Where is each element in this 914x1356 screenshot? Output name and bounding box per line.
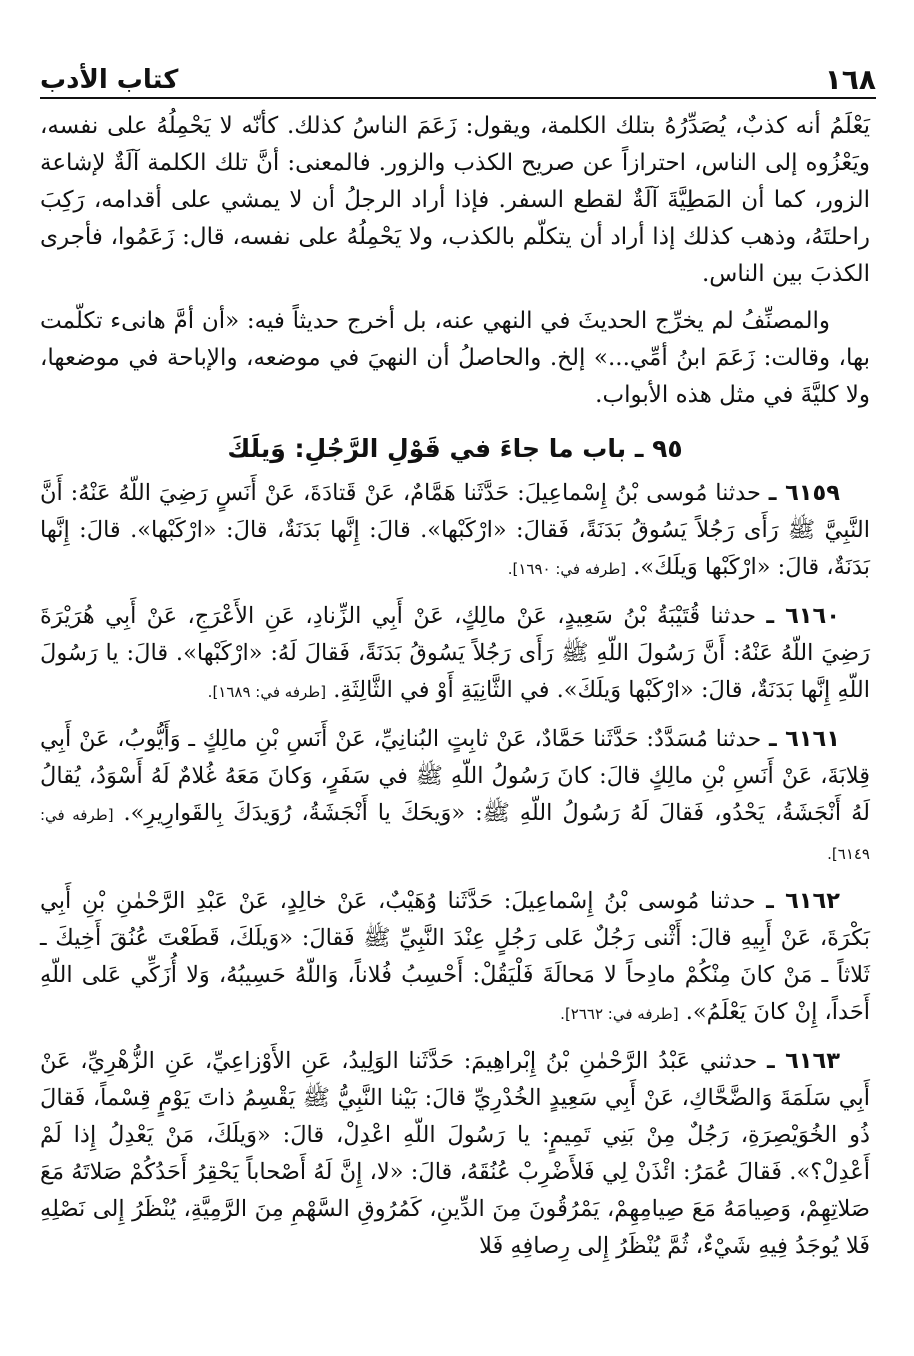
hadith-text: حدثني عَبْدُ الرَّحْمٰنِ بْنُ إِبْراهِيمَ: حَدَّثَنا الوَلِيدُ، عَنِ الأَوْزاعِيِّ، عَنِ الزُّهْرِيِّ، عَنْ أَبِي سَلَمَةَ وَالضَّحَّاكِ، عَنْ أَبِي سَعِيدٍ الخُدْرِيِّ قالَ: بَيْنا النَّبِيُّ ﷺ يَقْسِمُ ذاتَ يَوْمٍ قِسْماً، فَقالَ ذُو الخُوَيْصِرَةِ، رَجُلٌ مِنْ بَنِي تَمِيمٍ: يا رَسُولَ اللّهِ اعْدِلْ، قالَ: «وَيلَكَ، مَنْ يَعْدِلُ إِذا لَمْ أَعْدِلْ؟». فَقالَ عُمَرُ: ائْذَنْ لِي فَلأَضْرِبْ عُنُقَهُ، قالَ: «لا، إِنَّ لَهُ أَصْحاباً يَحْقِرُ أَحَدُكُمْ صَلاتَهُ مَعَ صَلاتِهِمْ، وَصِيامَهُ مَعَ صِيامِهِمْ، يَمْرُقُونَ مِنَ الدِّينِ، كَمُرُوقِ السَّهْمِ مِنَ الرَّمِيَّةِ، يُنْظَرُ إِلى نَصْلِهِ فَلا يُوجَدُ فِيهِ شَيْءٌ، ثُمَّ يُنْظَرُ إِلى رِصافِهِ فَلا xyxy=(40,1048,870,1259)
hadith-6159 xyxy=(40,475,870,588)
hadith-text: حدثنا مُوسى بْنُ إِسْماعِيلَ: حَدَّثَنا وُهَيْبٌ، عَنْ خالِدٍ، عَنْ عَبْدِ الرَّحْمٰنِ بْنِ أَبِي بَكْرَةَ، عَنْ أَبِيهِ قالَ: أَثْنى رَجُلٌ عَلى رَجُلٍ عِنْدَ النَّبِيِّ ﷺ فَقالَ: «وَيلَكَ، قَطَعْتَ عُنُقَ أَخِيكَ ـ ثَلاثاً ـ مَنْ كانَ مِنْكُمْ مادِحاً لا مَحالَةَ فَلْيَقُلْ: أَحْسِبُ فُلاناً، وَاللّهُ حَسِيبُهُ، وَلا أُزَكِّي عَلى اللّهِ أَحَداً، إِنْ كانَ يَعْلَمُ». xyxy=(40,888,870,1025)
hadith-number: ٦١٦٢ ـ xyxy=(766,888,840,914)
hadith-number: ٦١٦٣ ـ xyxy=(767,1048,840,1074)
cross-reference: [طرفه في: ١٦٩٠]. xyxy=(507,560,627,578)
page-number: ١٦٨ xyxy=(824,63,876,96)
cross-reference: [طرفه في: ٢٦٦٢]. xyxy=(560,1005,679,1023)
commentary-paragraph: يَعْلَمُ أنه كذبٌ، يُصَدِّرُهُ بتلك الكلمة، ويقول: زَعَمَ الناسُ كذلك. كأنّه لا يَحْمِلُهُ على نفسه، ويَعْزُوه إلى الناس، احترازاً عن صريح الكذب والزور. فالمعنى: أنَّ تلك الكلمة آلَةٌ لإشاعة الزور، كما أن المَطِيَّةَ آلَةٌ لقطع السفر. فإذا أراد الرجلُ أن لا يمشي على أقدامه، رَكِبَ راحلتَهُ، وذهب كذلك إذا أراد أن يتكلّم بالكذب، ولا يَحْمِلُهُ على نفسه، قال: زَعَمُوا، فأجرى الكذبَ بين الناس. xyxy=(40,113,870,287)
cross-reference: [طرفه في: ١٦٨٩]. xyxy=(207,683,327,701)
hadith-6162 xyxy=(40,883,870,1033)
hadith-text: حدثنا مُوسى بْنُ إِسْماعِيلَ: حَدَّثَنا هَمَّامٌ، عَنْ قَتادَةَ، عَنْ أَنَسٍ رَضِيَ اللّهُ عَنْهُ: أَنَّ النَّبِيَّ ﷺ رَأَى رَجُلاً يَسُوقُ بَدَنَةً، فَقالَ: «ارْكَبْها». قالَ: إِنَّها بَدَنَةٌ، قالَ: «ارْكَبْها». قالَ: إِنَّها بَدَنَةٌ، قالَ: «ارْكَبْها وَيلَكَ». xyxy=(40,480,870,580)
running-head xyxy=(40,52,876,96)
hadith-number: ٦١٦٠ ـ xyxy=(766,603,841,629)
cross-reference: [طرفه في: ٦١٤٩]. xyxy=(40,806,870,863)
hadith-6163 xyxy=(40,1043,870,1265)
hadith-text: حدثنا مُسَدَّدٌ: حَدَّثَنا حَمَّادٌ، عَنْ ثابِتٍ البُنانِيِّ، عَنْ أَنَسِ بْنِ مالِكٍ ـ وَأَيُّوبُ، عَنْ أَبِي قِلابَةَ، عَنْ أَنَسِ بْنِ مالِكٍ قالَ: كانَ رَسُولُ اللّهِ ﷺ في سَفَرٍ، وَكانَ مَعَهُ غُلامٌ لَهُ أَسْوَدُ، يُقالُ لَهُ أَنْجَشَةُ، يَحْدُو، فَقالَ لَهُ رَسُولُ اللّهِ ﷺ: «وَيحَكَ يا أَنْجَشَةُ، رُوَيدَكَ بِالقَوارِيرِ». xyxy=(40,726,871,826)
hadith-6160 xyxy=(40,598,870,711)
book-title: كتاب الأدب xyxy=(40,65,179,95)
hadith-text: حدثنا قُتَيْبَةُ بْنُ سَعِيدٍ، عَنْ مالِكٍ، عَنْ أَبِي الزِّنادِ، عَنِ الأَعْرَجِ، عَنْ أَبِي هُرَيْرَةَ رَضِيَ اللّهُ عَنْهُ: أَنَّ رَسُولَ اللّهِ ﷺ رَأَى رَجُلاً يَسُوقُ بَدَنَةً، فَقالَ لَهُ: «ارْكَبْها». قالَ: يا رَسُولَ اللّهِ إِنَّها بَدَنَةٌ، قالَ: «ارْكَبْها وَيلَكَ». في الثَّانِيَةِ أَوْ في الثَّالِثَةِ. xyxy=(40,603,870,703)
page-body xyxy=(40,108,870,1356)
hadith-number: ٦١٦١ ـ xyxy=(768,726,840,752)
commentary-paragraph: والمصنِّفُ لم يخرِّج الحديثَ في النهي عنه، بل أخرج حديثاً فيه: «أن أمَّ هانىء تكلّمت بها، وقالت: زَعَمَ ابنُ أمِّي...» إلخ. والحاصلُ أن النهيَ في موضعه، والإباحة في موضعها، ولا كليَّةَ في مثل هذه الأبواب. xyxy=(40,308,870,408)
hadith-6161 xyxy=(40,721,870,873)
hadith-number: ٦١٥٩ ـ xyxy=(768,480,840,506)
chapter-heading: ٩٥ ـ باب ما جاءَ في قَوْلِ الرَّجُلِ: وَيلَكَ xyxy=(227,434,683,463)
header-divider xyxy=(40,97,876,99)
